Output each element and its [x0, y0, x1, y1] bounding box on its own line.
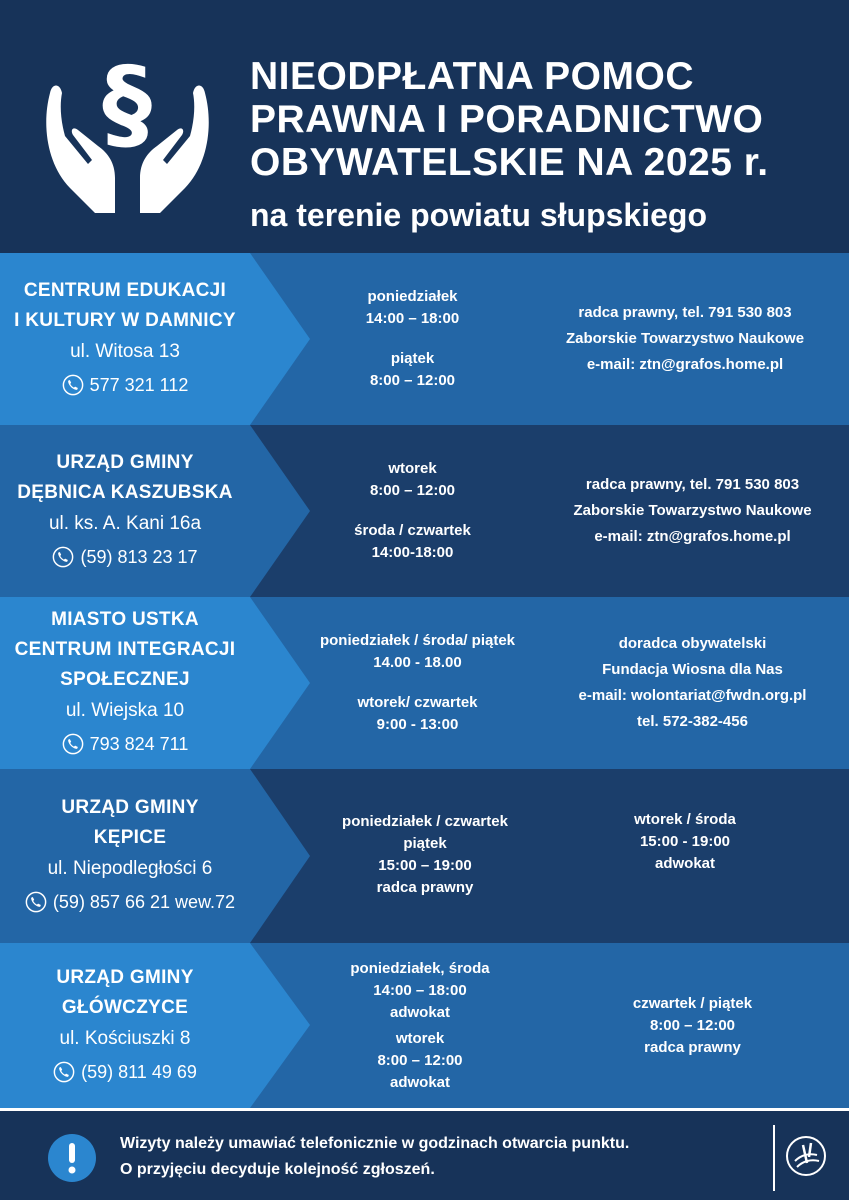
schedule-extra: radca prawny: [376, 879, 474, 896]
provider-column: [560, 943, 825, 1108]
location-name: DĘBNICA KASZUBSKA: [17, 482, 233, 503]
provider-line: radca prawny: [644, 1038, 741, 1056]
schedule-day: poniedziałek / czwartek: [342, 813, 508, 830]
provider-line: Fundacja Wiosna dla Nas: [602, 661, 783, 678]
phone-icon: [52, 546, 74, 568]
location-row-debnica: [0, 425, 849, 597]
schedule-day: poniedziałek / środa/ piątek: [319, 632, 516, 649]
location-info: [0, 253, 300, 425]
location-address: ul. Witosa 13: [70, 341, 180, 362]
provider-email[interactable]: e-mail: wolontariat@fwdn.org.pl: [578, 687, 807, 704]
location-row-kepice: [0, 769, 849, 943]
location-address: ul. Wiejska 10: [65, 700, 185, 721]
provider-line: adwokat: [654, 855, 715, 872]
location-phone[interactable]: [53, 1055, 197, 1089]
schedule-hours: 14:00-18:00: [371, 544, 454, 561]
schedule-hours: 14:00 – 18:00: [365, 310, 460, 327]
header: [0, 0, 849, 253]
location-name: KĘPICE: [93, 827, 167, 848]
schedule-hours: 8:00 – 12:00: [377, 1051, 463, 1069]
schedule-hours: 15:00 – 19:00: [378, 857, 472, 874]
divider: [773, 1125, 775, 1191]
location-name: CENTRUM INTEGRACJI: [14, 639, 236, 660]
provider-line: czwartek / piątek: [632, 994, 753, 1012]
exclamation-icon: [47, 1133, 97, 1183]
provider-email[interactable]: e-mail: ztn@grafos.home.pl: [594, 528, 791, 545]
schedule-day: wtorek: [395, 1029, 445, 1047]
location-name: SPOŁECZNEJ: [60, 669, 190, 690]
schedule-day: wtorek: [388, 460, 437, 477]
footer-note-line: O przyjęciu decyduje kolejność zgłoszeń.: [120, 1161, 435, 1178]
paragraph-hands-icon: [40, 38, 215, 223]
schedule-column: [310, 253, 515, 425]
provider-column: [535, 253, 835, 425]
phone-number: (59) 813 23 17: [80, 547, 198, 567]
phone-icon: [25, 891, 47, 913]
provider-column: [555, 769, 815, 943]
location-address: ul. Niepodległości 6: [47, 858, 213, 879]
provider-column: [540, 425, 845, 597]
location-row-glowczyce: [0, 943, 849, 1108]
location-info: [0, 769, 300, 943]
svg-text:§: §: [102, 45, 152, 162]
provider-line: Zaborskie Towarzystwo Naukowe: [573, 502, 812, 519]
location-phone[interactable]: [62, 368, 189, 402]
location-name: MIASTO USTKA: [51, 609, 199, 630]
provider-line: doradca obywatelski: [618, 635, 767, 652]
schedule-column: [310, 425, 515, 597]
provider-line: radca prawny, tel. 791 530 803: [585, 476, 800, 493]
schedule-hours: 8:00 – 12:00: [369, 372, 456, 389]
schedule-day: wtorek/ czwartek: [357, 694, 478, 711]
location-phone[interactable]: [52, 540, 197, 574]
brand-logo-icon: [783, 1133, 829, 1179]
schedule-column: [300, 597, 535, 769]
location-name: CENTRUM EDUKACJI: [23, 280, 227, 301]
schedule-day: poniedziałek, środa: [350, 959, 490, 977]
schedule-day: poniedziałek: [367, 288, 458, 305]
schedule-day: środa / czwartek: [354, 522, 471, 539]
schedule-column: [310, 943, 530, 1108]
footer-note-line: Wizyty należy umawiać telefonicznie w godzinach otwarcia punktu.: [120, 1135, 630, 1152]
location-phone[interactable]: [25, 885, 235, 919]
schedule-hours: 8:00 – 12:00: [369, 482, 456, 499]
phone-number: 577 321 112: [89, 375, 189, 395]
location-name: GŁÓWCZYCE: [61, 996, 189, 1018]
schedule-hours: 9:00 - 13:00: [376, 716, 459, 733]
provider-line: 8:00 – 12:00: [649, 1016, 736, 1034]
location-info: [0, 597, 300, 769]
schedule-hours: 14:00 – 18:00: [373, 981, 467, 999]
page-title: [250, 55, 840, 184]
schedule-day: piątek: [390, 350, 435, 367]
footer-note: [120, 1131, 760, 1183]
location-name: URZĄD GMINY: [56, 966, 194, 988]
schedule-hours: 14.00 - 18.00: [373, 654, 462, 671]
title-line-2: PRAWNA I PORADNICTWO: [250, 98, 764, 141]
phone-icon: [62, 374, 84, 396]
location-address: ul. ks. A. Kani 16a: [48, 513, 202, 534]
phone-icon: [53, 1061, 75, 1083]
location-row-damnica: [0, 253, 849, 425]
schedule-extra: adwokat: [389, 1003, 450, 1021]
location-info: [0, 943, 300, 1108]
schedule-day: piątek: [403, 835, 447, 852]
provider-phone[interactable]: tel. 572-382-456: [637, 713, 748, 730]
provider-column: [540, 597, 845, 769]
schedule-extra: adwokat: [389, 1073, 450, 1091]
location-phone[interactable]: [62, 727, 189, 761]
location-name: I KULTURY W DAMNICY: [14, 310, 236, 331]
phone-icon: [62, 733, 84, 755]
phone-number: (59) 811 49 69: [81, 1061, 197, 1082]
title-line-3: OBYWATELSKIE NA 2025 r.: [250, 141, 769, 184]
phone-number: (59) 857 66 21 wew.72: [52, 892, 236, 912]
provider-line: radca prawny, tel. 791 530 803: [578, 304, 792, 321]
location-name: URZĄD GMINY: [56, 452, 194, 473]
location-name: URZĄD GMINY: [61, 797, 199, 818]
provider-line: 15:00 - 19:00: [639, 833, 731, 850]
page-subtitle: na terenie powiatu słupskiego: [250, 197, 707, 233]
title-line-1: NIEODPŁATNA POMOC: [250, 55, 694, 98]
footer: [0, 1108, 849, 1200]
location-address: ul. Kościuszki 8: [59, 1027, 191, 1049]
provider-line: wtorek / środa: [634, 811, 736, 828]
provider-email[interactable]: e-mail: ztn@grafos.home.pl: [586, 356, 784, 373]
location-info: [0, 425, 300, 597]
location-row-ustka: [0, 597, 849, 769]
provider-line: Zaborskie Towarzystwo Naukowe: [565, 330, 805, 347]
schedule-column: [310, 769, 540, 943]
phone-number: 793 824 711: [89, 734, 189, 754]
